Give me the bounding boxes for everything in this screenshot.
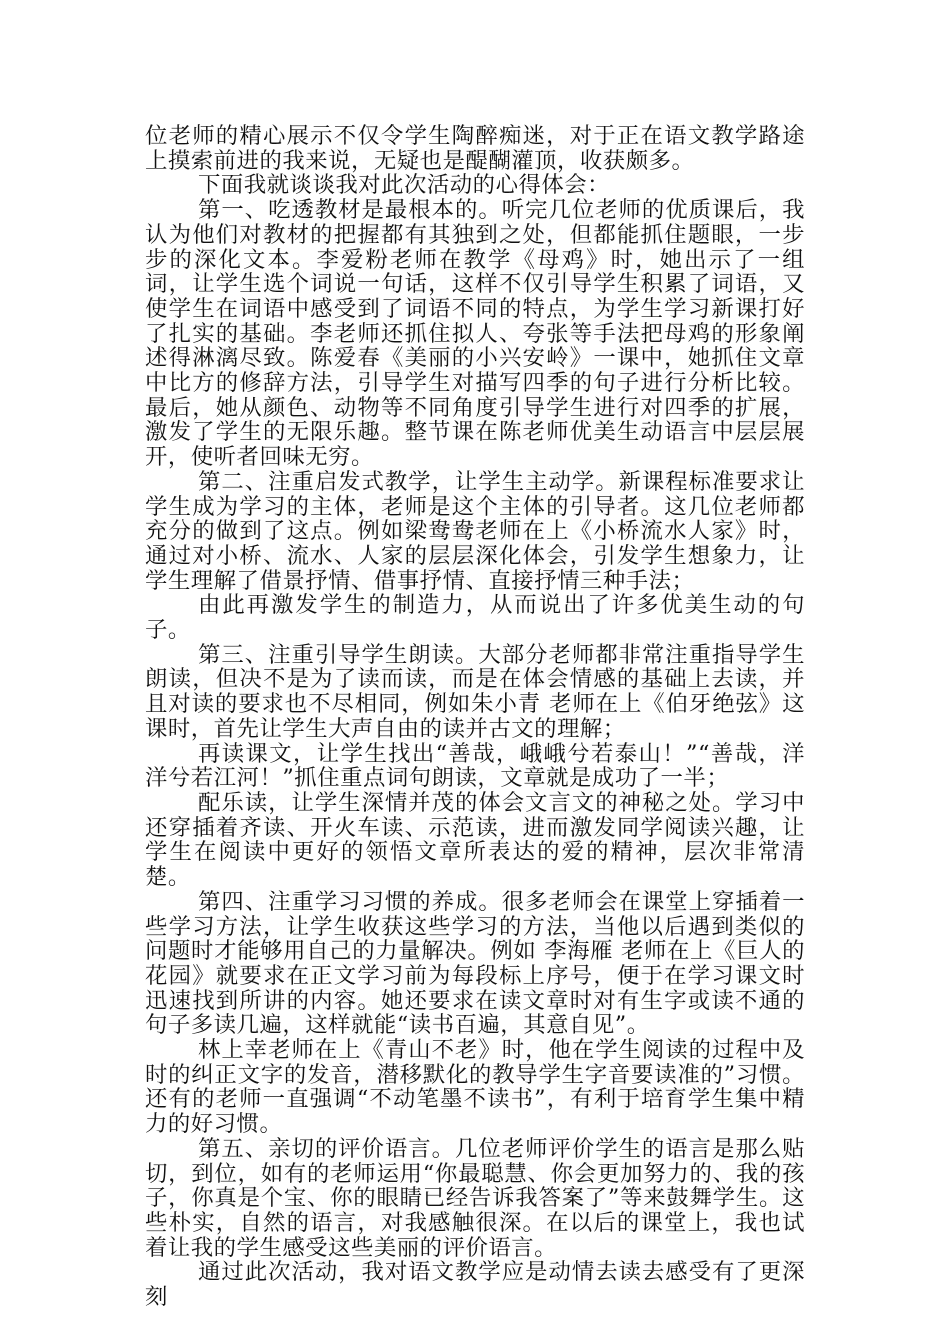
paragraph-conclusion: 通过此次活动，我对语文教学应是动情去读去感受有了更深刻	[145, 1259, 805, 1311]
paragraph-point-five: 第五、亲切的评价语言。几位老师评价学生的语言是那么贴切，到位，如有的老师运用“你最聪慧、你会更加努力的、我的孩子，你真是个宝、你的眼睛已经告诉我答案了”等来鼓舞学生。这些朴实，自然的语言，对我感触很深。在以后的课堂上，我也试着让我的学生感受这些美丽的评价语言。	[145, 1135, 805, 1261]
paragraph-intro-continued: 位老师的精心展示不仅令学生陶醉痴迷，对于正在语文教学路途上摸索前进的我来说，无疑也是醍醐灌顶，收获颇多。	[145, 123, 805, 174]
document-page	[145, 124, 805, 1310]
paragraph-point-four: 第四、注重学习习惯的养成。很多老师会在课堂上穿插着一些学习方法，让学生收获这些学习的方法，当他以后遇到类似的问题时才能够用自己的力量解决。例如 李海雁 老师在上《巨人的花园》就要求在正文学习前为每段标上序号，便于在学习课文时迅速找到所讲的内容。她还要求在读文章时对有生字或读不通的句子多读几遍，这样就能“读书百遍，其意自见”。	[145, 888, 805, 1039]
paragraph-point-three-music: 配乐读，让学生深情并茂的体会文言文的神秘之处。学习中还穿插着齐读、开火车读、示范读，进而激发同学阅读兴趣，让学生在阅读中更好的领悟文章所表达的爱的精神，层次非常清楚。	[145, 789, 805, 891]
paragraph-point-two: 第二、注重启发式教学，让学生主动学。新课程标准要求让学生成为学习的主体，老师是这个主体的引导者。这几位老师都充分的做到了这点。例如梁鸯鸯老师在上《小桥流水人家》时，通过对小桥、流水、人家的层层深化体会，引发学生想象力，让学生理解了借景抒情、借事抒情、直接抒情三种手法；	[145, 468, 805, 594]
paragraph-point-two-continued: 由此再激发学生的制造力，从而说出了许多优美生动的句子。	[145, 592, 805, 644]
paragraph-point-three-reread: 再读课文，让学生找出“善哉，峨峨兮若泰山！”“善哉，洋洋兮若江河！”抓住重点词句朗读，文章就是成功了一半；	[145, 740, 805, 792]
paragraph-point-four-continued: 林上幸老师在上《青山不老》时，他在学生阅读的过程中及时的纠正文字的发音，潜移默化的教导学生字音要读准的”习惯。还有的老师一直强调“不动笔墨不读书”，有利于培育学生集中精力的好习惯。	[145, 1037, 805, 1138]
paragraph-point-three: 第三、注重引导学生朗读。大部分老师都非常注重指导学生朗读，但决不是为了读而读，而是在体会情感的基础上去读，并且对读的要求也不尽相同，例如朱小青 老师在上《伯牙绝弦》这课时，首先让学生大声自由的读并古文的理解；	[145, 641, 805, 742]
paragraph-point-one: 第一、吃透教材是最根本的。听完几位老师的优质课后，我认为他们对教材的把握都有其独到之处，但都能抓住题眼，一步步的深化文本。李爱粉老师在教学《母鸡》时，她出示了一组词，让学生选个词说一句话，这样不仅引导学生积累了词语，又使学生在词语中感受到了词语不同的特点，为学生学习新课打好了扎实的基础。李老师还抓住拟人、夸张等手法把母鸡的形象阐述得淋漓尽致。陈爱春《美丽的小兴安岭》一课中，她抓住文章中比方的修辞方法，引导学生对描写四季的句子进行分析比较。最后，她从颜色、动物等不同角度引导学生进行对四季的扩展，激发了学生的无限乐趣。整节课在陈老师优美生动语言中层层展开，使听者回味无穷。	[145, 197, 805, 471]
paragraph-overview: 下面我就谈谈我对此次活动的心得体会：	[198, 172, 611, 199]
